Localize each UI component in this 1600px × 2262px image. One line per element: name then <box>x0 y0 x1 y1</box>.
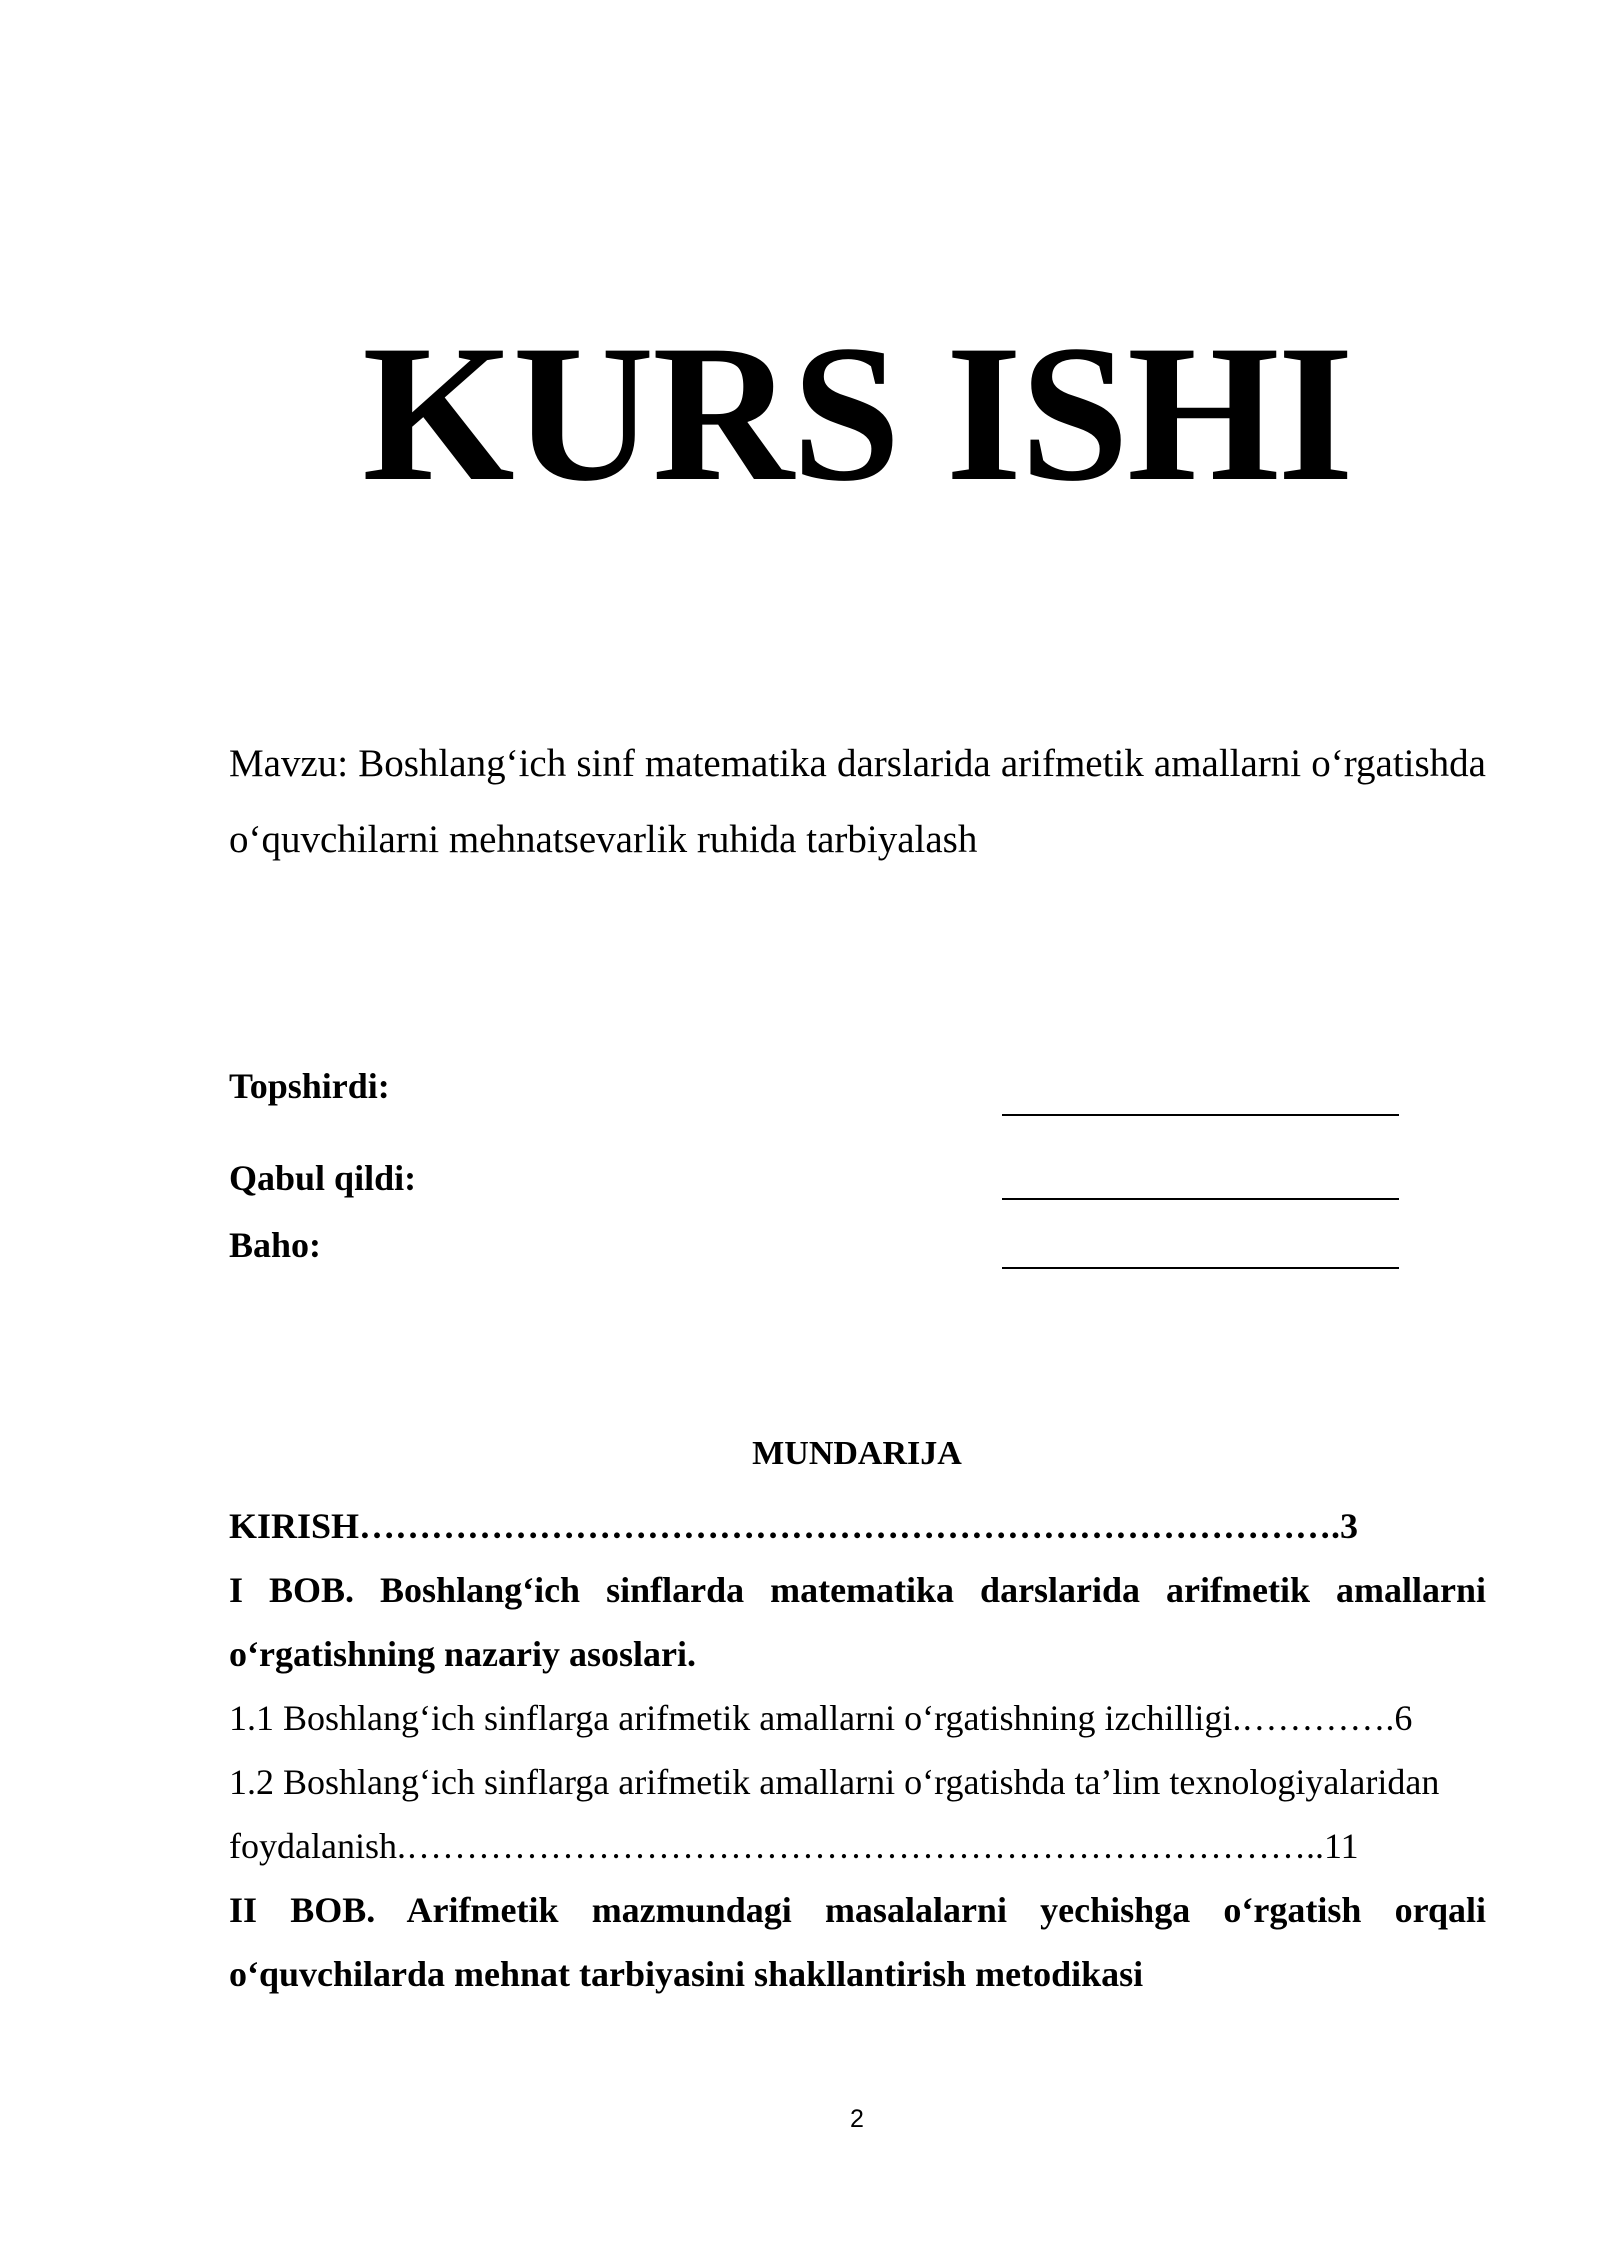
submitted-by-signature-line <box>1002 1114 1399 1116</box>
signature-row-accepted <box>229 1153 1399 1203</box>
submitted-by-label: Topshirdi: <box>229 1066 390 1106</box>
signature-row-submitted <box>229 1061 1399 1111</box>
accepted-by-label: Qabul qildi: <box>229 1158 417 1198</box>
table-of-contents-heading: MUNDARIJA <box>752 1435 962 1472</box>
toc-entry-section-1-2: 1.2 Boshlang‘ich sinflarga arifmetik amallarni o‘rgatishda ta’lim texnologiyalaridan <box>229 1762 1440 1802</box>
topic-text: Mavzu: Boshlang‘ich sinf matematika darslarida arifmetik amallarni o‘rgatishda o‘quvchilarni mehnatsevarlik ruhida tarbiyalash <box>229 742 1486 861</box>
toc-entry-section-1-1: 1.1 Boshlang‘ich sinflarga arifmetik amallarni o‘rgatishning izchilligi.………….6 <box>229 1698 1413 1738</box>
grade-signature-line <box>1002 1267 1399 1269</box>
table-of-contents <box>229 1494 1486 2006</box>
page-number: 2 <box>850 2105 864 2133</box>
toc-entry-section-1-2-continued: foydalanish.…………………………………………………………………..11 <box>229 1826 1359 1866</box>
toc-entry-chapter-2: II BOB. Arifmetik mazmundagi masalalarni yechishga o‘rgatish orqali o‘quvchilarda mehnat tarbiyasini shakllantirish metodikasi <box>229 1890 1486 1994</box>
document-title: KURS ISHI <box>362 305 1352 522</box>
grade-label: Baho: <box>229 1225 322 1265</box>
signature-row-grade <box>229 1220 1399 1270</box>
accepted-by-signature-line <box>1002 1198 1399 1200</box>
toc-entry-chapter-1: I BOB. Boshlang‘ich sinflarda matematika darslarida arifmetik amallarni o‘rgatishning nazariy asoslari. <box>229 1570 1486 1674</box>
toc-entry-intro: KIRISH……………………………………………………………………….3 <box>229 1506 1359 1546</box>
